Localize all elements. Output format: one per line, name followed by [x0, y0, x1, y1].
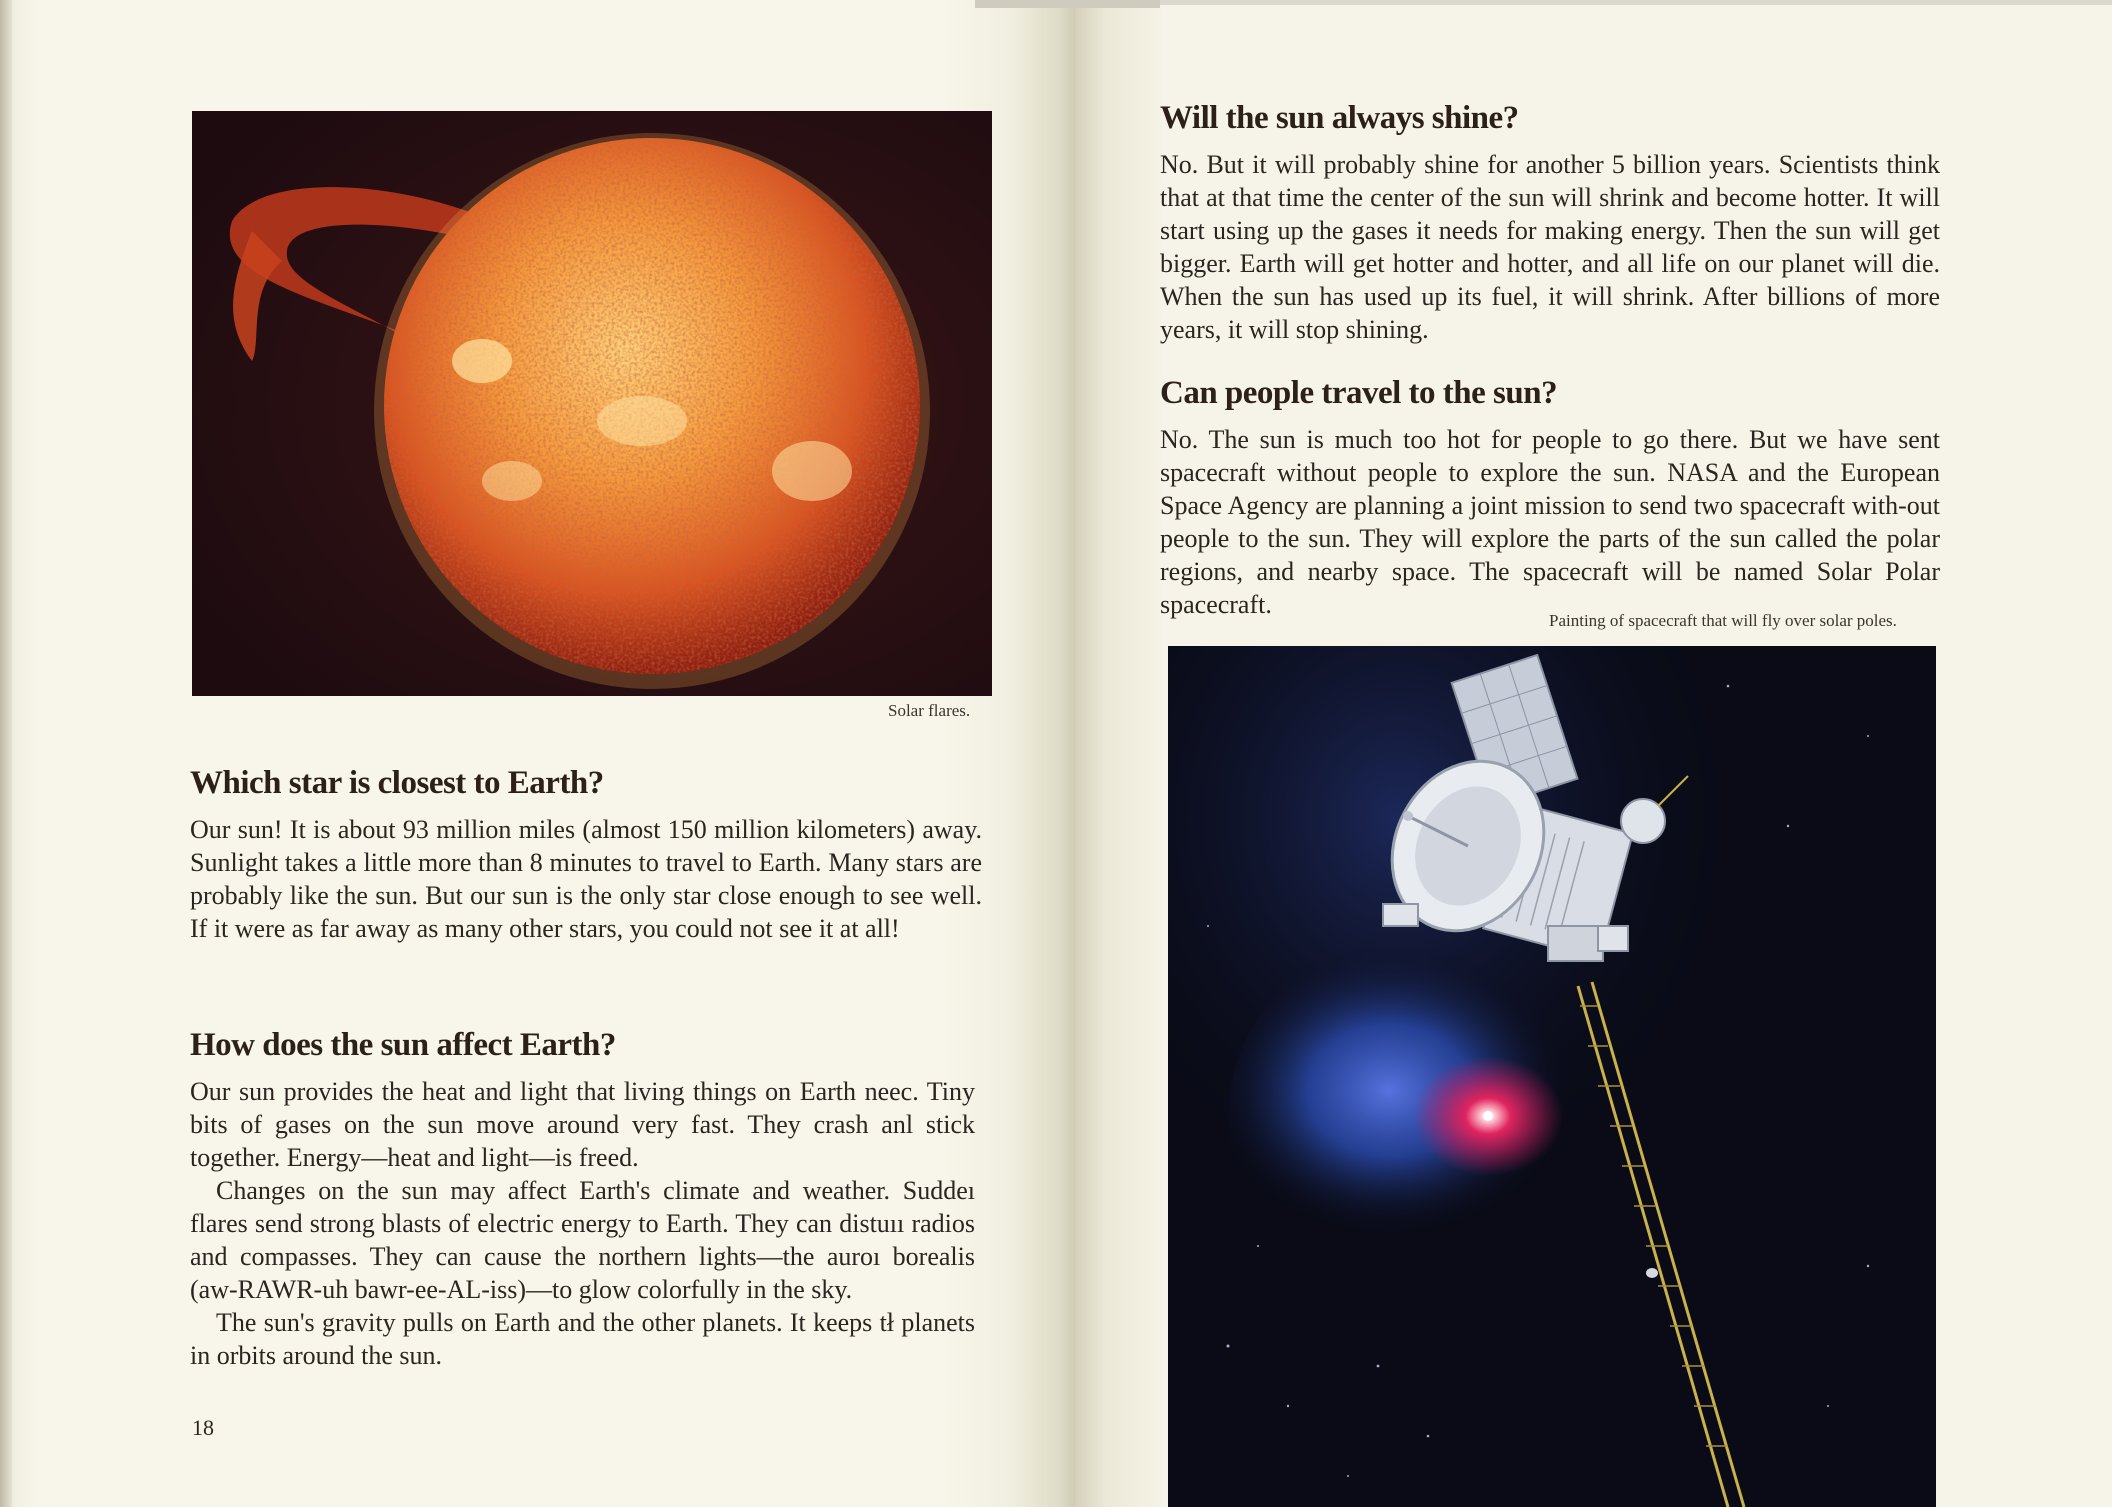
heading-sun-affect-earth: How does the sun affect Earth?	[190, 1027, 616, 1063]
book-edge-left	[0, 0, 12, 1507]
heading-closest-star: Which star is closest to Earth?	[190, 765, 604, 801]
solar-flares-photo	[192, 111, 992, 696]
page-number: 18	[192, 1415, 214, 1440]
paragraph-sun-affect-2: Changes on the sun may affect Earth's climate and weather. Suddeı flares send strong blasts of electric energy to Earth. They can distuıı radios and compasses. They can cause the northern lights—the auroı borealis (aw-RAWR-uh bawr-ee-AL-iss)—to glow colorfully in the sky.	[190, 1176, 975, 1304]
photo-caption-spacecraft: Painting of spacecraft that will fly over solar poles.	[1549, 611, 1897, 630]
paragraph-sun-affect-3: The sun's gravity pulls on Earth and the other planets. It keeps tł planets in orbits around the sun.	[190, 1308, 975, 1370]
paragraph-sun-always-shine: No. But it will probably shine for another 5 billion years. Scientists think that at that time the center of the sun will shrink and become hotter. It will start using up the gases it needs for making energy. Then the sun will get bigger. Earth will get hotter and hotter, and all life on our planet will die. When the sun has used up its fuel, it will shrink. After billions of more years, it will stop shining.	[1160, 150, 1940, 344]
paragraph-travel-to-sun: No. The sun is much too hot for people to go there. But we have sent spacecraft without people to explore the sun. NASA and the European Space Agency are planning a joint mission to send two spacecraft with-out people to the sun. They will explore the parts of the sun called the polar regions, and nearby space. The spacecraft will be named Solar Polar spacecraft.	[1160, 425, 1940, 619]
paragraph-closest-star: Our sun! It is about 93 million miles (almost 150 million kilometers) away. Sunlight takes a little more than 8 minutes to travel to Earth. Many stars are probably like the sun. But our sun is the only star close enough to see well. If it were as far away as many other stars, you could not see it at all!	[190, 815, 982, 943]
book-page-edge	[975, 0, 1160, 8]
sun-illustration	[192, 111, 992, 696]
heading-sun-always-shine: Will the sun always shine?	[1160, 100, 1519, 136]
spacecraft-illustration	[1168, 646, 1936, 1507]
photo-caption-solar-flares: Solar flares.	[888, 701, 971, 720]
paragraph-sun-affect-1: Our sun provides the heat and light that living things on Earth neec. Tiny bits of gases on the sun move around very fast. They crash anl stick together. Energy—heat and light—is freed.	[190, 1077, 975, 1172]
book-page-edge-right	[1160, 0, 2112, 5]
spacecraft-painting	[1168, 646, 1936, 1507]
heading-travel-to-sun: Can people travel to the sun?	[1160, 375, 1558, 411]
